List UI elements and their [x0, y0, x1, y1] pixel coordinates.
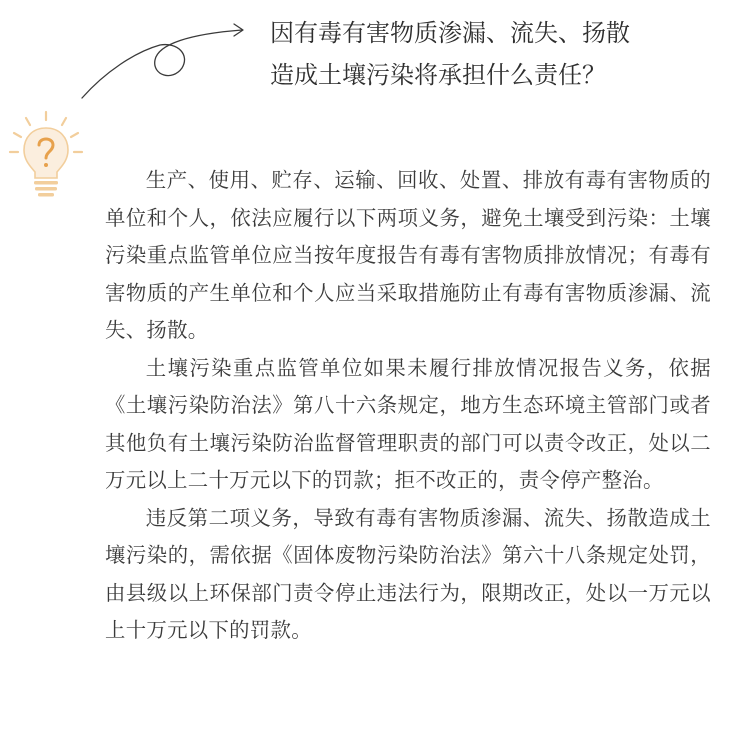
- curly-arrow-icon: [82, 24, 243, 98]
- paragraph-3: 违反第二项义务，导致有毒有害物质渗漏、流失、扬散造成土壤污染的，需依据《固体废物污染防治法》第六十八条规定处罚，由县级以上环保部门责令停止违法行为，限期改正，处以一万元以上十万元以下的罚款。: [105, 505, 711, 642]
- title-line-2: 造成土壤污染将承担什么责任？: [270, 61, 606, 89]
- lightbulb-question-icon: [10, 112, 82, 197]
- page-title: [270, 12, 710, 96]
- title-line-1: 因有毒有害物质渗漏、流失、扬散: [270, 19, 630, 47]
- article-body: [105, 162, 711, 650]
- paragraph-1: 生产、使用、贮存、运输、回收、处置、排放有毒有害物质的单位和个人，依法应履行以下两项义务，避免土壤受到污染：土壤污染重点监管单位应当按年度报告有毒有害物质排放情况；有毒有害物质的产生单位和个人应当采取措施防止有毒有害物质渗漏、流失、扬散。: [105, 168, 711, 342]
- paragraph-2: 土壤污染重点监管单位如果未履行排放情况报告义务，依据《土壤污染防治法》第八十六条规定，地方生态环境主管部门或者其他负有土壤污染防治监督管理职责的部门可以责令改正，处以二万元以上二十万元以下的罚款；拒不改正的，责令停产整治。: [105, 355, 711, 492]
